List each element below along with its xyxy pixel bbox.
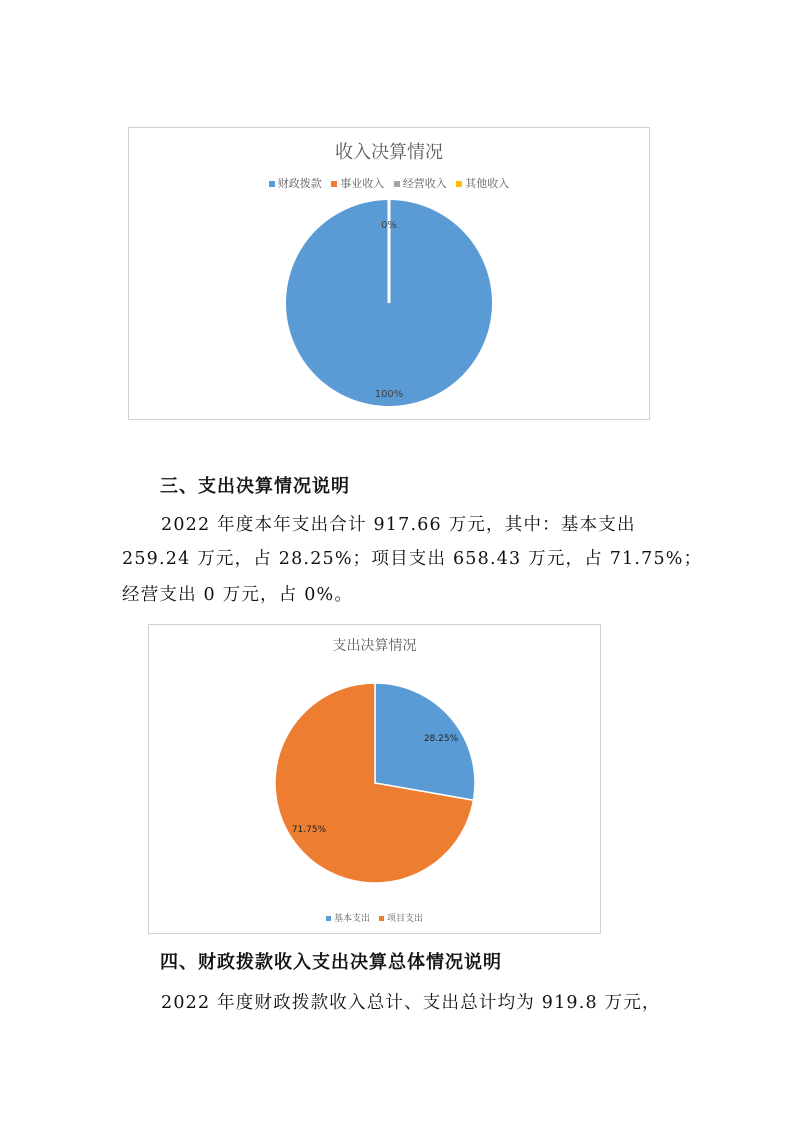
expense-chart-title: 支出决算情况 [332, 638, 417, 654]
expense-chart-legend [149, 911, 600, 924]
section3-line2: 259.24 万元，占 28.25%；项目支出 658.43 万元，占 71.75%； [122, 549, 703, 569]
expense-pie [149, 625, 600, 933]
income-pie [129, 128, 649, 419]
section4-line1: 2022 年度财政拨款收入总计、支出总计均为 919.8 万元， [161, 993, 661, 1013]
data-label-basic: 28.25% [423, 734, 459, 744]
section4-heading: 四、财政拨款收入支出决算总体情况说明 [160, 952, 502, 973]
legend-item: 财政拨款 [269, 175, 322, 191]
legend-item: 基本支出 [326, 911, 370, 924]
legend-item: 经营收入 [394, 175, 447, 191]
legend-item: 项目支出 [379, 911, 423, 924]
expense-chart [148, 624, 601, 934]
data-label-project: 71.75% [291, 825, 327, 835]
section3-line1: 2022 年度本年支出合计 917.66 万元，其中：基本支出 [161, 515, 636, 535]
data-label-small: 0% [381, 220, 397, 231]
data-label-main: 100% [374, 389, 404, 400]
income-chart-title: 收入决算情况 [335, 142, 443, 163]
legend-item: 其他收入 [456, 175, 509, 191]
income-chart [128, 127, 650, 420]
legend-swatch [326, 916, 331, 921]
section3-line3: 经营支出 0 万元，占 0%。 [122, 585, 354, 605]
legend-swatch [379, 916, 384, 921]
legend-item: 事业收入 [331, 175, 384, 191]
section3-heading: 三、支出决算情况说明 [160, 476, 350, 497]
